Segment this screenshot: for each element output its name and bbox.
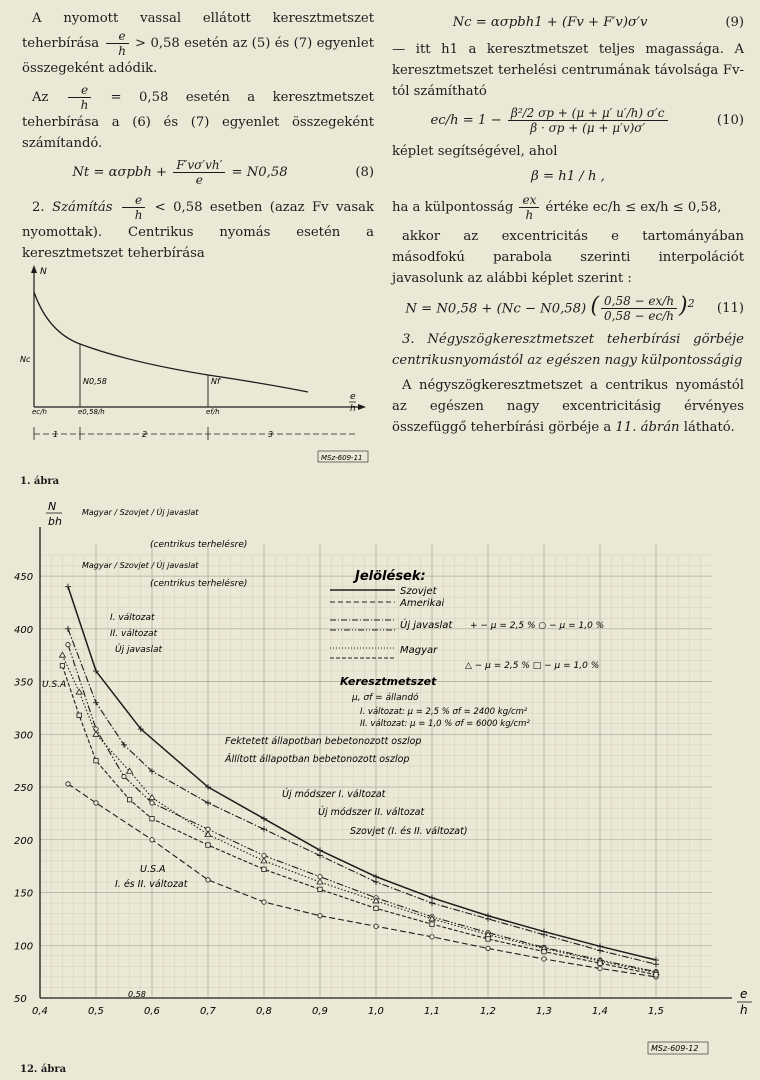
x-tick-label: 0,6 bbox=[144, 1006, 160, 1017]
data-point bbox=[261, 858, 267, 863]
paragraph-1: A nyomott vassal ellátott keresztmetszet teherbírása $\frac{e}{h}$ > 0,58 esetén az (5) és (7) egyenlet összegeként adódik. bbox=[22, 11, 374, 76]
data-point bbox=[150, 801, 154, 805]
svg-text:ef/h: ef/h bbox=[206, 408, 220, 416]
svg-text:I. változat: μ = 2,5 % σf = 2: I. változat: μ = 2,5 % σf = 2400 kg/cm² bbox=[360, 707, 528, 717]
x-tick-label: 0,9 bbox=[312, 1006, 328, 1017]
svg-text:e0,58/h: e0,58/h bbox=[78, 408, 105, 416]
paragraph-6: akkor az excentricitás e tartományában másodfokú parabola szerinti interpolációt javasolunk az alábbi képlet szerint : bbox=[392, 229, 744, 286]
y-tick-label: 350 bbox=[14, 677, 34, 689]
equation-11: N = N0,58 + (Nc − N0,58) ( $\frac{0,58 - ex/h}{0,58 - ec/h}$ )$^2$ (11) bbox=[405, 293, 744, 324]
x-tick-label: 1,5 bbox=[648, 1006, 664, 1017]
data-point bbox=[430, 935, 434, 939]
y-tick-label: 450 bbox=[14, 572, 34, 584]
annotation-fektetett: Fektetett állapotban bebetonozott oszlop bbox=[225, 736, 422, 747]
data-point bbox=[430, 922, 434, 926]
data-point bbox=[486, 946, 490, 950]
annotation-valtozat-1: I. változat bbox=[110, 613, 155, 623]
svg-text:MSz-609-11: MSz-609-11 bbox=[321, 454, 363, 462]
section-2: 2. Számítás $\frac{e}{h}$ < 0,58 esetben (azaz Fv vasak nyomottak). Centrikus nyomás esetén a keresztmetszet teherbírása bbox=[22, 193, 375, 261]
x-tick-label: 1,2 bbox=[480, 1006, 496, 1017]
data-point bbox=[206, 843, 210, 847]
y-tick-label: 150 bbox=[14, 888, 34, 900]
data-point bbox=[542, 949, 546, 953]
data-point bbox=[598, 961, 602, 965]
data-point bbox=[262, 867, 266, 871]
svg-text:e: e bbox=[350, 392, 356, 402]
y-tick-label: 100 bbox=[14, 941, 34, 953]
svg-text:Keresztmetszet: Keresztmetszet bbox=[340, 675, 437, 688]
svg-text:Jelölések:: Jelölések: bbox=[355, 569, 426, 584]
paragraph-7: A négyszögkeresztmetszet a centrikus nyomástól az egészen nagy excentricitásig érvényes összefüggő teherbírási görbéje a 11. ábrán látható. bbox=[392, 378, 744, 436]
y-tick-label: 300 bbox=[14, 730, 34, 742]
data-point bbox=[150, 816, 154, 820]
data-point bbox=[76, 689, 82, 694]
data-point bbox=[93, 700, 99, 706]
svg-text:N: N bbox=[40, 267, 47, 277]
data-point bbox=[429, 895, 435, 901]
left-column bbox=[22, 8, 374, 268]
x-tick-label: 1,4 bbox=[592, 1006, 608, 1017]
svg-text:N0,58: N0,58 bbox=[83, 377, 107, 386]
svg-text:Szovjet: Szovjet bbox=[400, 586, 437, 597]
data-point bbox=[94, 801, 98, 805]
data-point bbox=[127, 798, 131, 802]
figure-12-chart bbox=[0, 490, 760, 1080]
data-point bbox=[94, 758, 98, 762]
marker-058: 0,58 bbox=[128, 990, 146, 999]
equation-beta: β = h1 / h , bbox=[531, 169, 605, 184]
svg-text:△ − μ = 2,5 % □ − μ = 1,0 %: △ − μ = 2,5 % □ − μ = 1,0 % bbox=[465, 661, 600, 671]
paragraph-5: ha a külpontosság $\frac{ex}{h}$ értéke ec/h ≤ ex/h ≤ 0,58, bbox=[392, 193, 722, 222]
data-point bbox=[127, 768, 133, 773]
data-point bbox=[654, 973, 658, 977]
data-point bbox=[317, 847, 323, 853]
data-point bbox=[373, 874, 379, 880]
y-tick-label: 50 bbox=[14, 994, 27, 1005]
annotation-valtozat-2: II. változat bbox=[110, 629, 158, 639]
svg-text:II. változat: μ = 1,0 % σf =: II. változat: μ = 1,0 % σf = 6000 kg/cm² bbox=[360, 719, 530, 729]
x-tick-label: 0,7 bbox=[200, 1006, 216, 1017]
y-axis-label-bh: bh bbox=[48, 515, 62, 528]
data-point bbox=[318, 914, 322, 918]
data-point bbox=[262, 900, 266, 904]
y-tick-label: 250 bbox=[14, 783, 34, 795]
data-point bbox=[318, 887, 322, 891]
annotation-usa-valtozat: I. és II. változat bbox=[115, 879, 188, 890]
data-point bbox=[65, 584, 71, 590]
data-point bbox=[205, 800, 211, 806]
x-tick-label: 1,3 bbox=[536, 1006, 552, 1017]
fraction-e-h: $\frac{e}{h}$ bbox=[68, 83, 91, 112]
paragraph-2: Az $\frac{e}{h}$ = 0,58 esetén a keresztmetszet teherbírása a (6) és (7) egyenlet összegeként számítandó. bbox=[22, 83, 374, 151]
data-point bbox=[205, 832, 211, 837]
y-tick-label: 200 bbox=[14, 835, 34, 847]
data-point bbox=[59, 652, 65, 657]
data-point bbox=[122, 774, 126, 778]
annotation-usa: U.S.A bbox=[140, 864, 166, 875]
figure-1 bbox=[18, 262, 378, 472]
figure-12-caption: 12. ábra bbox=[20, 1064, 67, 1075]
equation-8: Nt = ασpbh + $\frac{F'v\sigma'vh'}{e}$ = N0,58 (8) bbox=[72, 158, 374, 187]
legend bbox=[330, 569, 604, 729]
annotation-magyar-szovjet-2: Magyar / Szovjet / Új javaslat bbox=[82, 561, 199, 570]
data-point bbox=[149, 795, 155, 800]
equation-10: ec/h = 1 − $\frac{\text{β²/2 σp + (μ + μ′ u′/h) σ′c}}{\beta \cdot \sigma p + (\mu + \mu'v)\sigma'}$ (10) bbox=[430, 106, 744, 135]
data-point bbox=[60, 664, 64, 668]
svg-text:Magyar: Magyar bbox=[400, 645, 438, 656]
data-point bbox=[66, 642, 70, 646]
svg-text:h: h bbox=[350, 404, 356, 414]
data-point bbox=[261, 816, 267, 822]
annotation-usa-left: U.S.A bbox=[42, 680, 67, 690]
svg-text:Nc: Nc bbox=[20, 355, 31, 364]
x-tick-label: 0,4 bbox=[32, 1006, 48, 1017]
data-point bbox=[597, 948, 603, 954]
data-point bbox=[261, 826, 267, 832]
data-point bbox=[486, 937, 490, 941]
svg-text:μ, σf = állandó: μ, σf = állandó bbox=[352, 693, 419, 703]
annotation-allitott: Állított állapotban bebetonozott oszlop bbox=[225, 754, 410, 765]
annotation-magyar-szovjet-1: Magyar / Szovjet / Új javaslat bbox=[82, 508, 199, 517]
data-point bbox=[374, 924, 378, 928]
data-point bbox=[150, 838, 154, 842]
x-tick-label: 0,8 bbox=[256, 1006, 272, 1017]
data-point bbox=[66, 782, 70, 786]
annotation-szovjet: Szovjet (I. és II. változat) bbox=[350, 826, 468, 837]
svg-text:3: 3 bbox=[268, 430, 274, 439]
svg-text:+ − μ = 2,5 % ○ − μ = 1,0 %: + − μ = 2,5 % ○ − μ = 1,0 % bbox=[470, 621, 605, 631]
data-point bbox=[429, 900, 435, 906]
data-point bbox=[77, 713, 81, 717]
svg-text:Új javaslat: Új javaslat bbox=[400, 620, 453, 631]
svg-text:ec/h: ec/h bbox=[32, 408, 47, 416]
paragraph-3: — itt h1 a keresztmetszet teljes magassága. A keresztmetszet terhelési centrumának távolsága Fv-tól számítható bbox=[392, 42, 744, 99]
annotation-uj-javaslat: Új javaslat bbox=[115, 645, 163, 655]
annotation-uj-modszer-2: Új módszer II. változat bbox=[318, 807, 425, 818]
x-tick-label: 1,0 bbox=[368, 1006, 384, 1017]
figure-1-caption: 1. ábra bbox=[20, 476, 60, 487]
data-point bbox=[373, 879, 379, 885]
data-point bbox=[206, 878, 210, 882]
equation-9: Nc = ασpbh1 + (Fv + F′v)σ′v (9) bbox=[452, 15, 744, 30]
y-tick-label: 400 bbox=[14, 624, 34, 636]
data-point bbox=[542, 957, 546, 961]
figure-12-stamp: MSz-609-12 bbox=[651, 1044, 699, 1053]
data-point bbox=[65, 626, 71, 632]
y-axis-label-n: N bbox=[48, 500, 57, 513]
paragraph-4: képlet segítségével, ahol bbox=[392, 144, 558, 159]
x-tick-label: 1,1 bbox=[424, 1006, 440, 1017]
data-point bbox=[317, 853, 323, 859]
annotation-centrikus-2: (centrikus terhelésre) bbox=[150, 579, 248, 589]
x-tick-label: 0,5 bbox=[88, 1006, 104, 1017]
annotation-uj-modszer-1: Új módszer I. változat bbox=[282, 789, 386, 800]
data-point bbox=[598, 966, 602, 970]
svg-text:Nf: Nf bbox=[211, 377, 220, 386]
svg-text:2: 2 bbox=[142, 430, 148, 439]
svg-text:1: 1 bbox=[53, 430, 59, 439]
data-point bbox=[374, 906, 378, 910]
right-column bbox=[392, 8, 744, 442]
x-axis-label-h: h bbox=[740, 1003, 748, 1017]
data-point bbox=[121, 742, 127, 748]
x-axis-label-e: e bbox=[740, 987, 748, 1001]
annotation-centrikus-1: (centrikus terhelésre) bbox=[150, 540, 248, 550]
section-3-heading: 3. Négyszögkeresztmetszet teherbírási görbéje centrikusnyomástól az egészen nagy külpontosságig bbox=[392, 332, 744, 369]
fraction-e-h: $\frac{e}{h}$ bbox=[106, 29, 129, 58]
svg-text:Amerikai: Amerikai bbox=[400, 598, 445, 609]
